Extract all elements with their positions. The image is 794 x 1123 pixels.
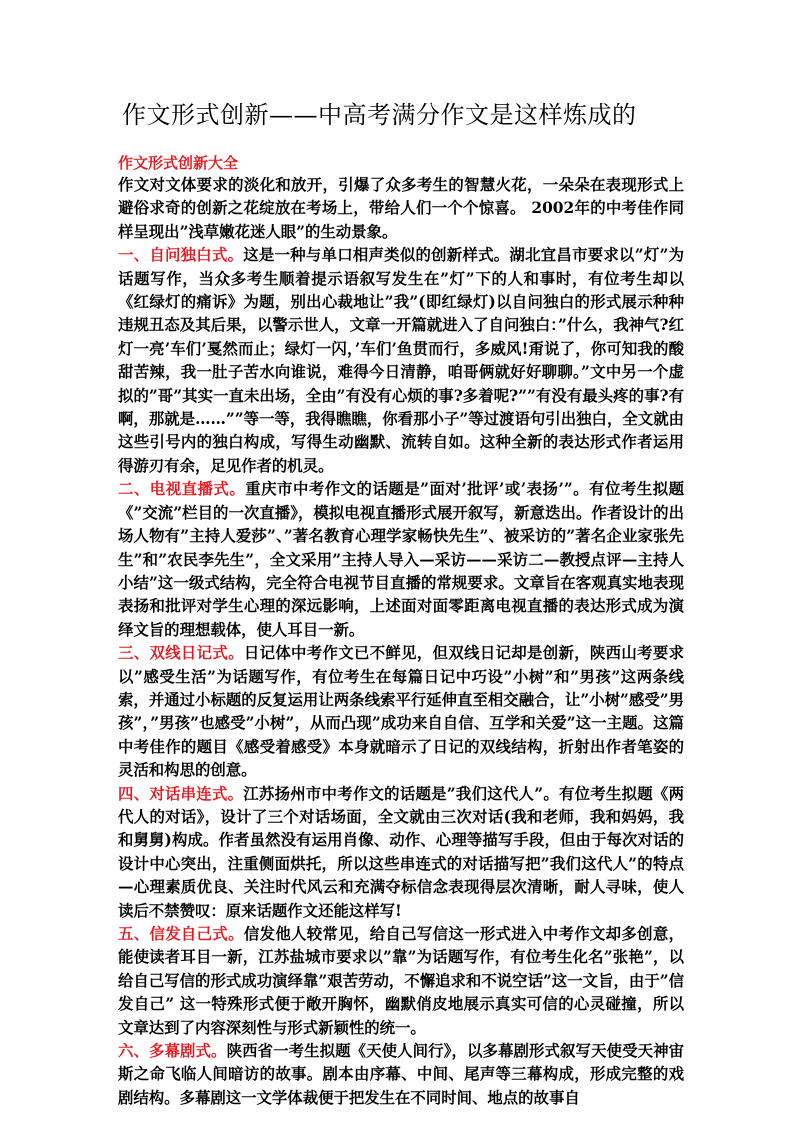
- item-heading-6: 六、多幕剧式。: [118, 1042, 227, 1061]
- document-title: 作文形式创新——中高考满分作文是这样炼成的: [122, 101, 637, 129]
- document-page: [118, 98, 684, 1110]
- item-paragraph-6: [118, 1040, 684, 1110]
- item-body-6: 陕西省一考生拟题《天使人间行》，以多幕剧形式叙写天使受天神宙斯之命飞临人间暗访的故事。剧本由序幕、中间、尾声等三幕构成，形成完整的戏剧结构。多幕剧这一文学体裁便于把发生在不同时间、地点的故事自: [118, 1042, 684, 1107]
- item-heading-4: 四、对话串连式。: [118, 784, 244, 803]
- item-paragraph-5: [118, 923, 684, 1040]
- item-heading-3: 三、双线日记式。: [118, 644, 244, 663]
- intro-paragraph: 作文对文体要求的淡化和放开，引爆了众多考生的智慧火花，一朵朵在表现形式上避俗求奇的创新之花绽放在考场上，带给人们一个个惊喜。 2002年的中考佳作同样呈现出”浅草嫩花迷人眼”的生动景象。: [118, 176, 684, 241]
- item-body-1: 这是一种与单口相声类似的创新样式。湖北宜昌市要求以”灯”为话题写作，当众多考生顺着提示语叙写发生在”灯”下的人和事时，有位考生却以《红绿灯的痛诉》为题，别出心裁地让”我”(即红绿灯)以自问独白的形式展示种种违规丑态及其后果，以警示世人，文章一开篇就进入了自问独白：”什么，我神气?红灯一亮’车们’戛然而止；绿灯一闪，’车们’鱼贯而行，多威风!甭说了，你可知我的酸甜苦辣，我一肚子苦水向谁说，难得今日清静，咱哥俩就好好聊聊。”文中另一个虚拟的”哥”其实一直未出场，全由”有没有心烦的事?多着呢?””有没有最头疼的事?有啊，那就是……””等一等，我得瞧瞧，你看那小子”等过渡语句引出独白，全文就由这些引号内的独白构成，写得生动幽默、流转自如。这种全新的表达形式作者运用得游刃有余，足见作者的机灵。: [118, 246, 684, 475]
- item-body-2: 重庆市中考作文的话题是”面对’批评’或’表扬’”。有位考生拟题《”交流”栏目的一次直播》，模拟电视直播形式展开叙写，新意迭出。作者设计的出场人物有”主持人爱莎”、”著名教育心理学家畅快先生”、被采访的”著名企业家张先生”和”农民李先生”，全文采用”主持人导入—采访——采访二—教授点评—主持人小结”这一级式结构，完全符合电视节目直播的常规要求。文章旨在客观真实地表现表扬和批评对学生心理的深远影响，上述面对面零距离电视直播的表达形式成为演绎文旨的理想载体，使人耳目一新。: [118, 480, 684, 639]
- section-heading: 作文形式创新大全: [118, 154, 239, 172]
- item-heading-2: 二、电视直播式。: [118, 480, 246, 499]
- item-body-3: 日记体中考作文已不鲜见，但双线日记却是创新，陕西山考要求以”感受生活”为话题写作，有位考生在每篇日记中巧设”小树”和”男孩”这两条线索，并通过小标题的反复运用让两条线索平行延伸直至相交融合，让”小树”感受”男孩”，”男孩”也感受”小树”，从而凸现”成功来自自信、互学和关爱”这一主题。这篇中考佳作的题目《感受着感受》本身就暗示了日记的双线结构，折射出作者笔姿的灵活和构思的创意。: [118, 644, 684, 780]
- item-paragraph-4: [118, 783, 684, 923]
- item-body-5: 信发他人较常见，给自己写信这一形式进入中考作文却多创意，能使读者耳目一新，江苏盐城市要求以”靠”为话题写作，有位考生化名”张艳”，以给自己写信的形式成功演绎靠”艰苦劳动，不懈追求和不说空话”这一文旨，由于”信发自己” 这一特殊形式便于敞开胸怀，幽默俏皮地展示真实可信的心灵碰撞，所以文章达到了内容深刻性与形式新颖性的统一。: [118, 925, 684, 1037]
- item-heading-5: 五、信发自己式。: [118, 925, 244, 943]
- item-paragraph-2: [118, 478, 684, 642]
- item-body-4: 江苏扬州市中考作文的话题是”我们这代人”。有位考生拟题《两代人的对话》，设计了三个对话场面，全文就由三次对话(我和老师，我和妈妈，我和舅舅)构成。作者虽然没有运用肖像、动作、心理等描写手段，但由于每次对话的设计中心突出，注重侧面烘托，所以这些串连式的对话描写把”我们这代人”的特点—心理素质优良、关注时代风云和充满夺标信念表现得层次清晰，耐人寻味，使人读后不禁赞叹：原来话题作文还能这样写!: [118, 784, 684, 920]
- item-heading-1: 一、自问独白式。: [118, 246, 244, 265]
- item-paragraph-3: [118, 642, 684, 782]
- item-paragraph-1: [118, 244, 684, 478]
